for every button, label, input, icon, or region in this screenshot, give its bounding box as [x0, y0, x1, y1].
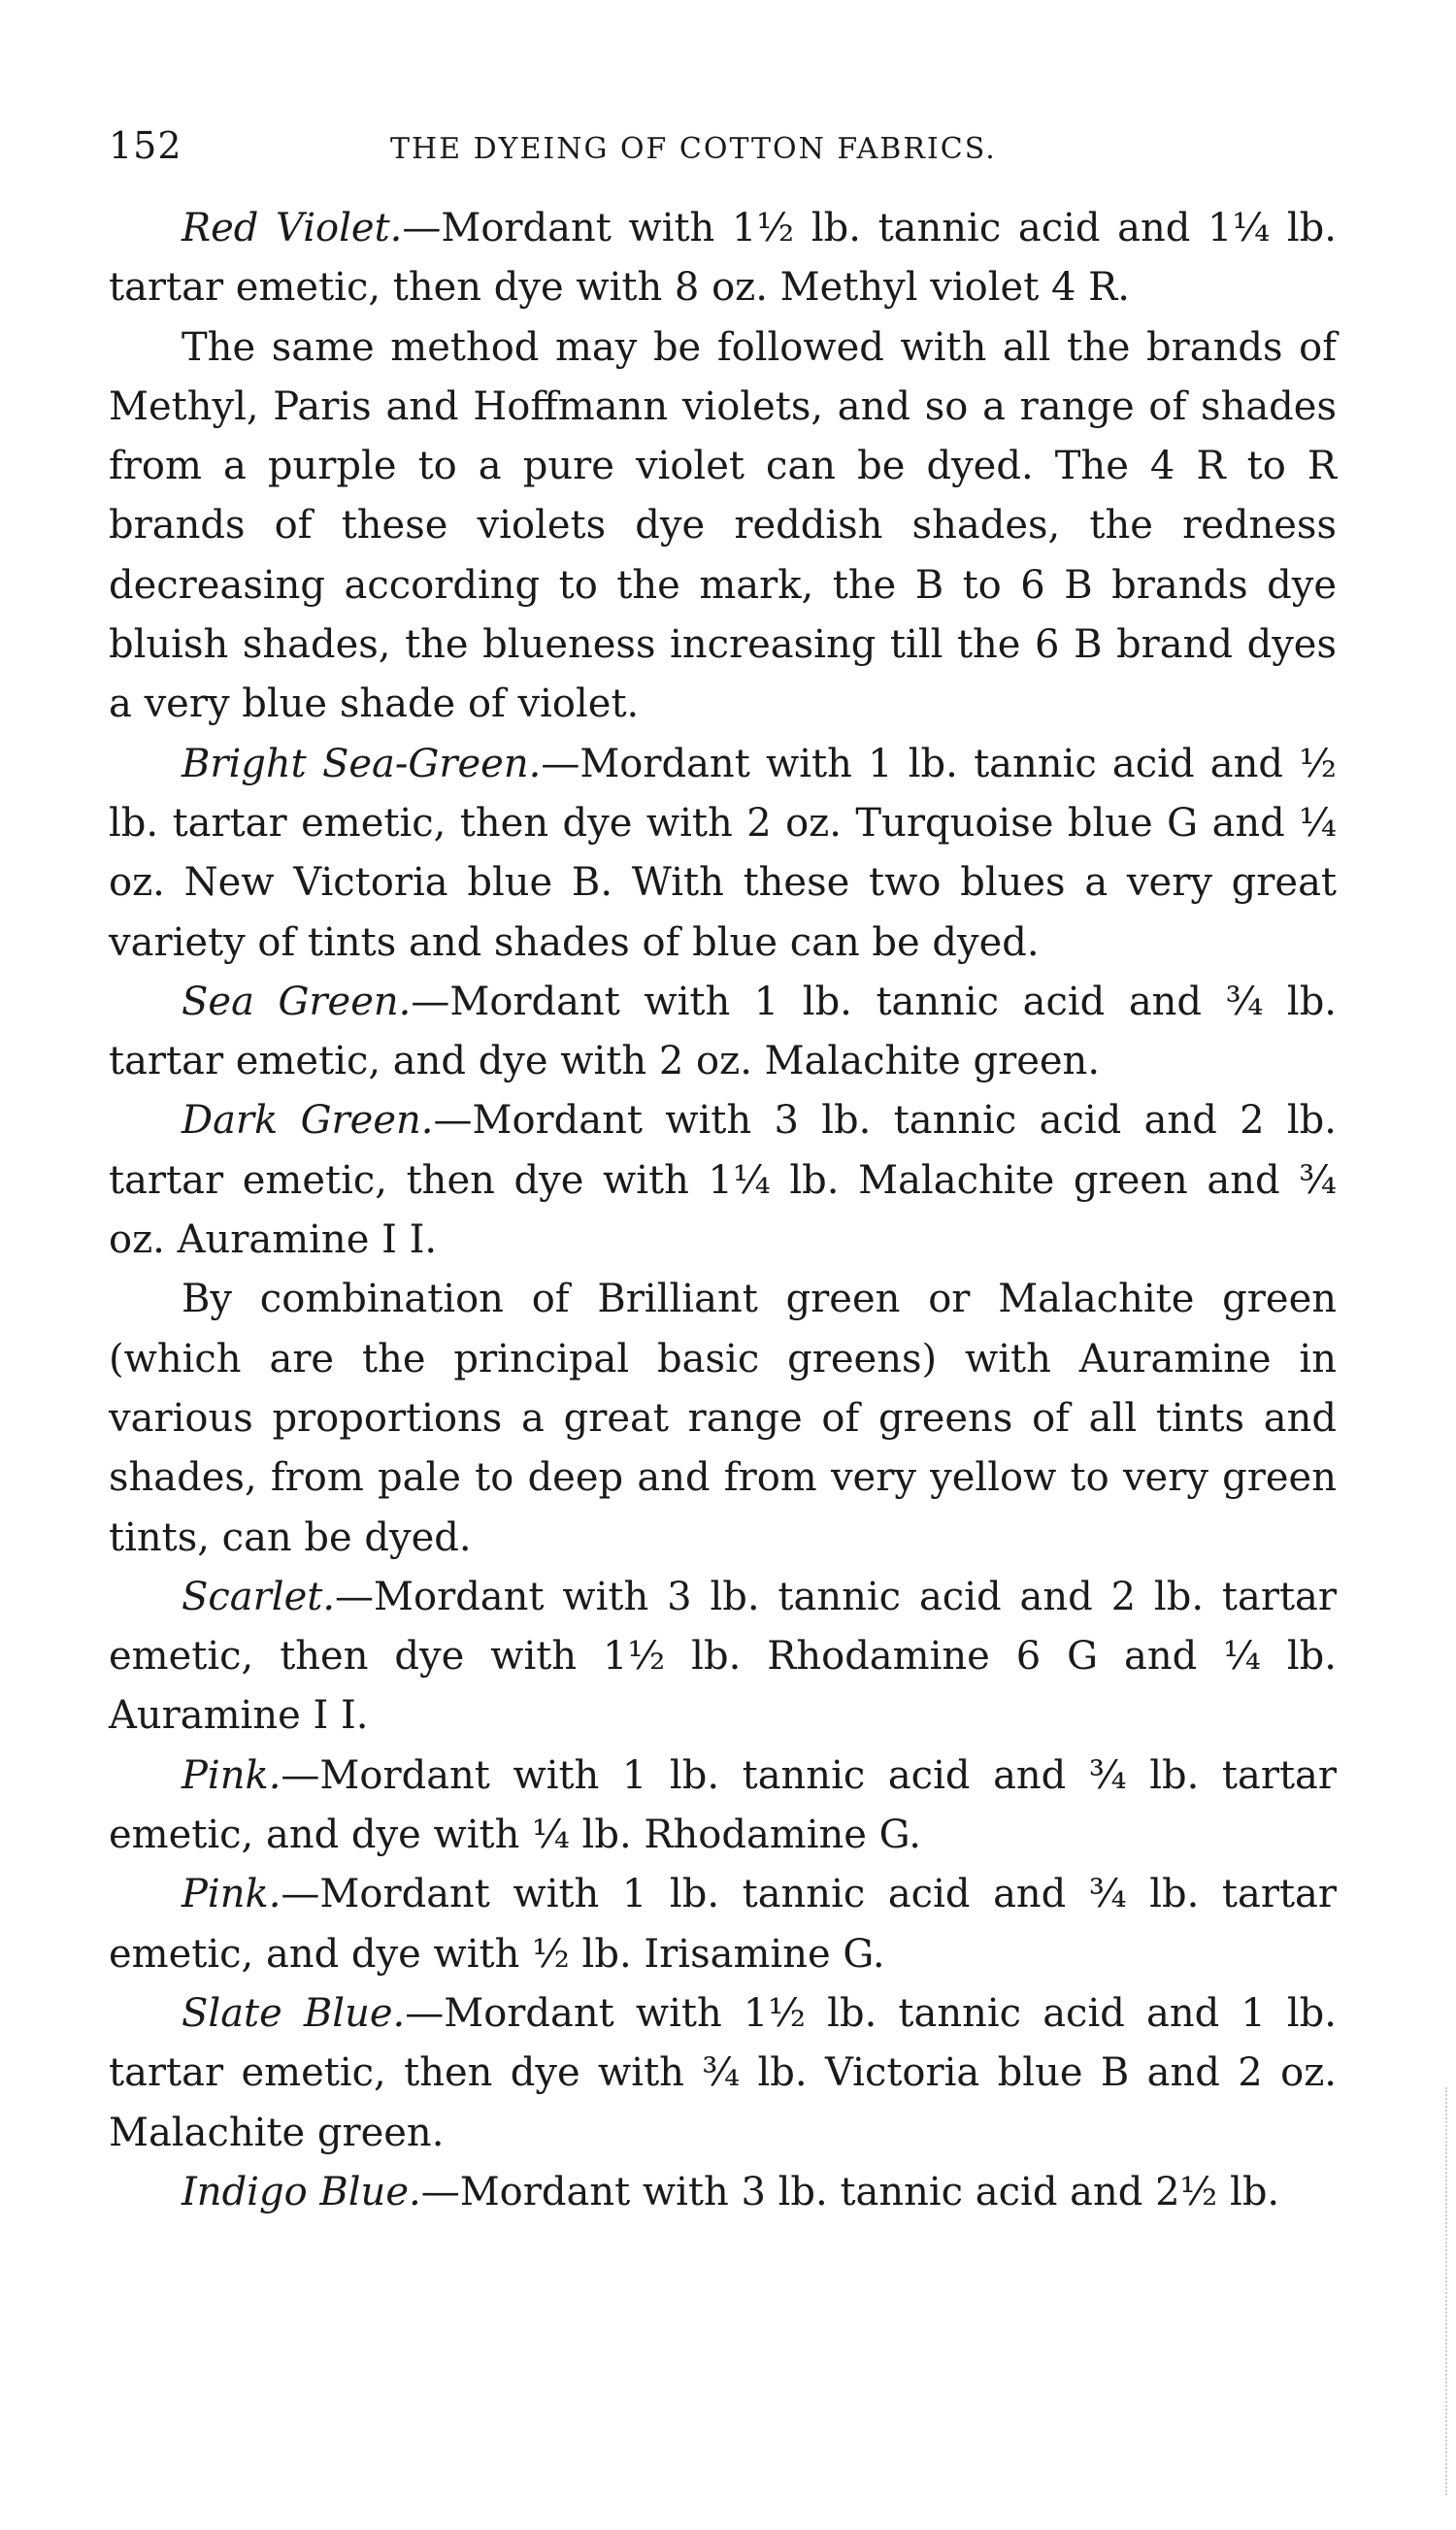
paragraph-dark-green — [109, 1091, 1337, 1270]
recipe-label: Scarlet. — [182, 1574, 336, 1619]
recipe-label: Indigo Blue. — [182, 2169, 421, 2214]
recipe-text: —Mordant with 3 lb. tannic acid and 2 lb. tartar emetic, then dye with 1¼ lb. Malachite green and ¾ oz. Auramine I I. — [109, 1098, 1337, 1263]
recipe-text: —Mordant with 1½ lb. tannic acid and 1 lb. tartar emetic, then dye with ¾ lb. Victoria blue B and 2 oz. Malachite green. — [109, 1990, 1338, 2155]
recipe-label: Dark Green. — [182, 1098, 434, 1144]
scan-margin-artifact — [1445, 2087, 1450, 2495]
page-number: 152 — [109, 124, 182, 167]
paragraph-indigo-blue — [109, 2163, 1337, 2222]
paragraph-sea-green — [109, 973, 1337, 1092]
recipe-label: Sea Green. — [182, 979, 412, 1024]
recipe-label: Pink. — [182, 1872, 281, 1917]
body-text — [109, 199, 1337, 2222]
recipe-label: Bright Sea-Green. — [182, 741, 542, 786]
paragraph-text: The same method may be followed with all the brands of Methyl, Paris and Hoffmann violets, and so a range of shades from a purple to a pure violet can be dyed. The 4 R to R brands of these violets dye reddish shades, the redness decreasing according to the mark, the B to 6 B brands dye bluish shades, the blueness increasing till the 6 B brand dyes a very blue shade of violet. — [109, 324, 1337, 727]
paragraph-text: By combination of Brilliant green or Malachite green (which are the principal basic greens) with Auramine in various proportions a great range of greens of all tints and shades, from pale to deep and from very yellow to very green tints, can be dyed. — [109, 1277, 1337, 1560]
recipe-text: —Mordant with 1 lb. tannic acid and ½ lb. tartar emetic, then dye with 2 oz. Turquoise blue G and ¼ oz. New Victoria blue B. With these two blues a very great variety of tints and shades of blue can be dyed. — [109, 741, 1338, 965]
paragraph-pink-irisamine — [109, 1865, 1337, 1984]
paragraph-bright-sea-green — [109, 735, 1337, 973]
paragraph-scarlet — [109, 1568, 1337, 1747]
paragraph-greens-combination — [109, 1270, 1337, 1567]
recipe-label: Pink. — [182, 1752, 281, 1798]
running-head — [109, 124, 1337, 173]
recipe-text: —Mordant with 1 lb. tannic acid and ¾ lb. tartar emetic, and dye with 2 oz. Malachite green. — [109, 979, 1338, 1084]
recipe-text: —Mordant with 1 lb. tannic acid and ¾ lb. tartar emetic, and dye with ½ lb. Irisamine G. — [109, 1872, 1337, 1977]
recipe-label: Slate Blue. — [182, 1990, 406, 2036]
paragraph-violet-brands — [109, 318, 1337, 735]
paragraph-slate-blue — [109, 1984, 1337, 2163]
recipe-text: —Mordant with 3 lb. tannic acid and 2 lb. tartar emetic, then dye with 1½ lb. Rhodamine 6 G and ¼ lb. Auramine I I. — [109, 1574, 1337, 1739]
running-title: THE DYEING OF COTTON FABRICS. — [390, 132, 997, 166]
recipe-text: —Mordant with 3 lb. tannic acid and 2½ lb. — [420, 2169, 1280, 2214]
recipe-label: Red Violet. — [182, 206, 403, 250]
recipe-text: —Mordant with 1 lb. tannic acid and ¾ lb. tartar emetic, and dye with ¼ lb. Rhodamine G. — [109, 1752, 1337, 1858]
paragraph-pink-rhodamine — [109, 1747, 1337, 1866]
paragraph-red-violet — [109, 199, 1337, 318]
recipe-text: —Mordant with 1½ lb. tannic acid and 1¼ lb. tartar emetic, then dye with 8 oz. Methyl violet 4 R. — [109, 206, 1338, 311]
